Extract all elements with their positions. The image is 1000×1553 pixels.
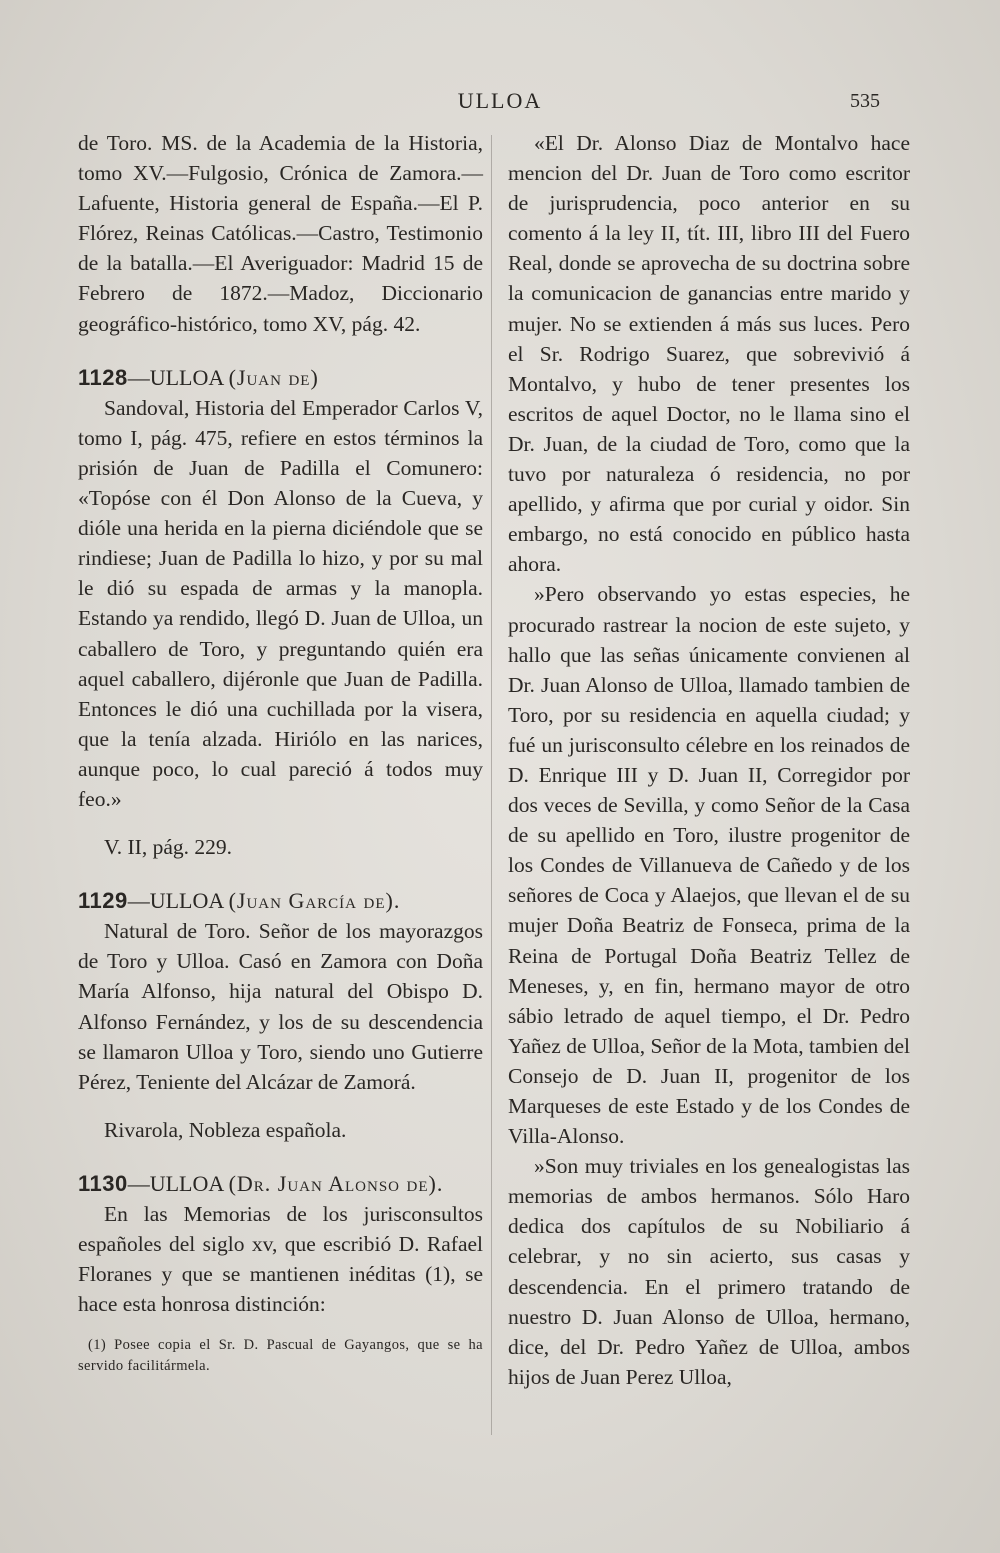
entry-1130-text: En las Memorias de los jurisconsultos españoles del siglo xv, que escribió D. Rafael Floranes y que se mantienen inéditas (1), se hace esta honrosa distinción: (78, 1202, 483, 1317)
entry-1128-reference: V. II, pág. 229. (104, 835, 232, 860)
entry-surname: —ULLOA (127, 364, 224, 390)
column-divider (491, 135, 492, 1435)
page-number: 535 (850, 90, 880, 112)
prev-bibliography: de Toro. MS. de la Academia de la Historia, tomo XV.—Fulgosio, Crónica de Zamora.—Lafuente, Historia general de España.—El P. Flórez, Reinas Católicas.—Castro, Testimonio de la batalla.—El Averiguador: Madrid 15 de Febrero de 1872.—Madoz, Diccionario geográfico-histórico, tomo XV, pág. 42. (78, 131, 483, 336)
entry-number: 1130 (78, 1170, 128, 1196)
footnote-text: (1) Posee copia el Sr. D. Pascual de Gayangos, que se ha servido facilitármela. (78, 1337, 483, 1375)
entry-given-name: (Dr. Juan Alonso de). (228, 1170, 444, 1196)
quote-paragraph-1: «El Dr. Alonso Diaz de Montalvo hace mencion del Dr. Juan de Toro como escritor de jurisprudencia, poco anterior en su comento á la ley II, tít. III, libro III del Fuero Real, donde se aprovecha de su doctrina sobre la comunicacion de ganancias entre marido y mujer. No se extienden á más sus luces. Pero el Sr. Rodrigo Suarez, que sobrevivió á Montalvo, y hubo de tener presentes los escritos de aquel Doctor, no le llama sino el Dr. Juan, de la ciudad de Toro, como que la tuvo por naturaleza ó residencia, no por apellido, y afirma que por curial y oidor. Sin embargo, no está conocido en público hasta ahora. (508, 131, 910, 577)
entry-1129-heading (78, 886, 483, 916)
quote-paragraph-3: »Son muy triviales en los genealogistas las memorias de ambos hermanos. Sólo Haro dedica dos capítulos de su Nobiliario á celebrar, y no sin acierto, sus casas y descendencia. En el primero tratando de nuestro D. Juan Alonso de Ulloa, hermano, dice, del Dr. Pedro Yañez de Ulloa, ambos hijos de Juan Perez Ulloa, (508, 1154, 910, 1389)
entry-number: 1129 (78, 888, 128, 914)
entry-1128-heading (78, 363, 483, 393)
right-column (508, 128, 910, 1392)
entry-given-name: (Juan de) (228, 364, 319, 390)
entry-surname: —ULLOA (127, 888, 224, 914)
entry-1129-reference: Rivarola, Nobleza española. (104, 1117, 347, 1142)
entry-number: 1128 (78, 364, 128, 390)
entry-1130-heading (78, 1169, 483, 1199)
running-header: ULLOA (457, 88, 543, 113)
left-column (78, 128, 483, 1377)
entry-1129-text: Natural de Toro. Señor de los mayorazgos de Toro y Ulloa. Casó en Zamora con Doña María Alfonso, hija natural del Obispo D. Alfonso Fernández, y los de su descendencia se llamaron Ulloa y Toro, siendo uno Gutierre Pérez, Teniente del Alcázar de Zamorá. (78, 919, 483, 1094)
entry-1128-text: Sandoval, Historia del Emperador Carlos V, tomo I, pág. 475, refiere en estos términos la prisión de Juan de Padilla el Comunero: «Topóse con él Don Alonso de la Cueva, y dióle una herida en la pierna diciéndole que se rindiese; Juan de Padilla lo hizo, y por su mal le dió su espada de armas y la manopla. Estando ya rendido, llegó D. Juan de Ulloa, un caballero de Toro, y preguntando quién era aquel caballero, dijéronle que Juan de Padilla. Entonces le dió una cuchillada por la visera, que la tenía alzada. Hiriólo en las narices, aunque poco, lo cual pareció á todos muy feo.» (78, 395, 483, 811)
entry-surname: —ULLOA (127, 1170, 224, 1196)
entry-given-name: (Juan García de). (228, 888, 401, 914)
footnote (78, 1335, 483, 1377)
quote-paragraph-2: »Pero observando yo estas especies, he procurado rastrear la nocion de este sujeto, y hallo que las señas únicamente convienen al Dr. Juan Alonso de Ulloa, llamado tambien de Toro, por su residencia en aquella ciudad; y fué un jurisconsulto célebre en los reinados de D. Enrique III y D. Juan II, Corregidor por dos veces de Sevilla, y como Señor de la Casa de su apellido en Toro, ilustre progenitor de los Condes de Villanueva de Cañedo y de los señores de Coca y Alaejos, que llevan el de su mujer Doña Beatriz de Fonseca, prima de la Reina de Portugal Doña Beatriz Tellez de Meneses, y, en fin, hermano mayor de otro sábio letrado de aquel tiempo, el Dr. Pedro Yañez de Ulloa, Señor de la Mota, tambien del Consejo de D. Juan II, progenitor de los Marqueses de este Estado y de los Condes de Villa-Alonso. (508, 582, 910, 1149)
